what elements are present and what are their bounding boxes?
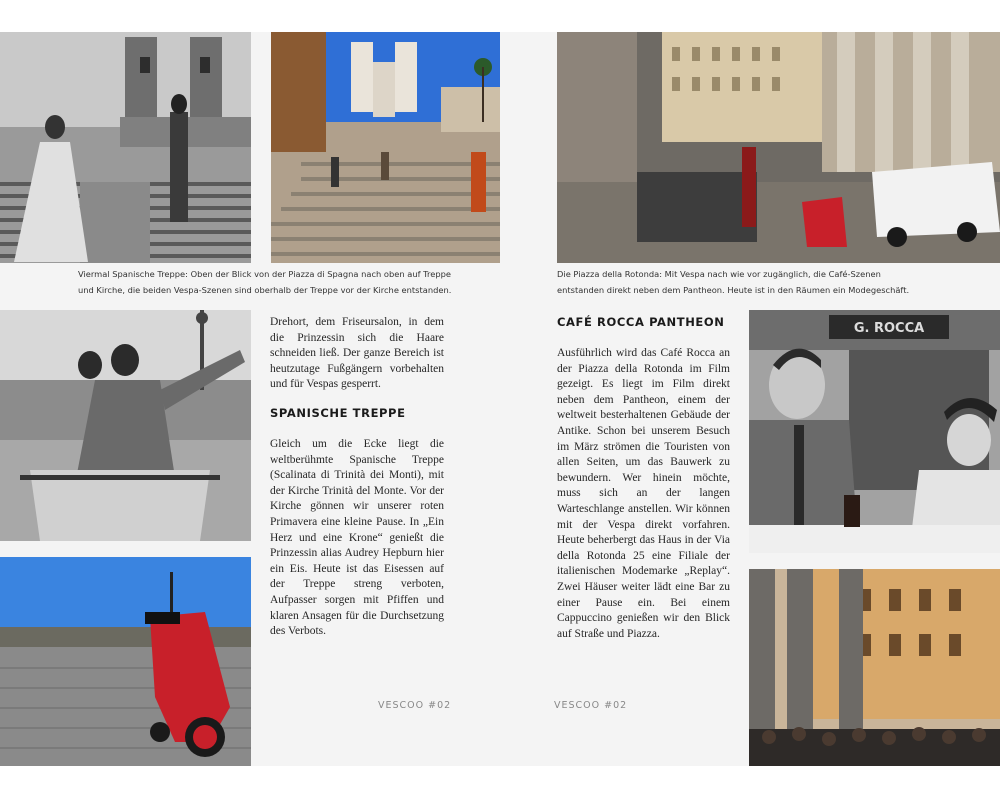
- red-vespa-photo: [0, 557, 251, 766]
- piazza-rotonda-photo: [557, 32, 1000, 263]
- bw-vespa-scene-photo: [0, 310, 251, 541]
- left-page-folio: VESCOO #02: [378, 700, 452, 711]
- left-page: [0, 32, 500, 766]
- right-page: [500, 32, 1000, 766]
- left-intro-paragraph: Drehort, dem Friseursalon, in dem die Prinzessin sich die Haare schneiden ließ. Der ganze Bereich ist heutzutage Fußgängern vorbehalten und für Vespas gesperrt.: [270, 316, 444, 391]
- spanish-steps-heading: SPANISCHE TREPPE: [270, 406, 406, 420]
- cafe-rocca-paragraph: Ausführlich wird das Café Rocca an der Piazza della Rotonda im Film gezeigt. Es liegt im Film direkt neben dem Pantheon, einem der weltweit besterhaltenen Gebäude der Antike. Schon bei unserem Besuch im März strömen die Touristen von allen Seiten, um das Bauwerk zu bewundern. Wer hinein möchte, muss sich an der langen Warteschlange anstellen. Wir können mit der Vespa direkt vorfahren. Heute beherbergt das Haus in der Via della Rotonda 25 eine Filiale der italienischen Modemarke „Replay“. Zwei Häuser weiter lädt eine Bar zu einer Pause ein. Bei einem Cappuccino genießen wir den Blick auf Straße und Piazza.: [557, 347, 730, 640]
- cafe-rocca-sign: G. ROCCA: [853, 321, 925, 336]
- color-spanish-steps-photo: [271, 32, 500, 263]
- right-photo-caption: Die Piazza della Rotonda: Mit Vespa nach wie vor zugänglich, die Café-Szenen entstanden direkt neben dem Pantheon. Heute ist in den Räumen ein Modegeschäft.: [557, 269, 910, 295]
- bw-cafe-rocca-photo: [749, 310, 1000, 553]
- bw-spanish-steps-photo: [0, 32, 251, 263]
- right-page-folio: VESCOO #02: [554, 700, 628, 711]
- spanish-steps-paragraph: Gleich um die Ecke liegt die weltberühmte Spanische Treppe (Scalinata di Trinità dei Monti), mit der Kirche Trinità del Monte. Vor der Kirche gönnen wir unserer roten Primavera eine kleine Pause. In „Ein Herz und eine Krone“ genießt die Prinzessin alias Audrey Hepburn hier ein Eis. Heute ist das Eisessen auf der Treppe streng verboten, Aufpasser sorgen mit Pfiffen und klaren Ansagen für die Durchsetzung des Verbots.: [270, 438, 444, 638]
- pantheon-crowd-photo: [749, 569, 1000, 766]
- left-photo-caption: Viermal Spanische Treppe: Oben der Blick von der Piazza di Spagna nach oben auf Treppe und Kirche, die beiden Vespa-Szenen sind oberhalb der Treppe vor der Kirche entstanden.: [78, 269, 452, 295]
- cafe-rocca-heading: CAFÉ ROCCA PANTHEON: [557, 315, 725, 329]
